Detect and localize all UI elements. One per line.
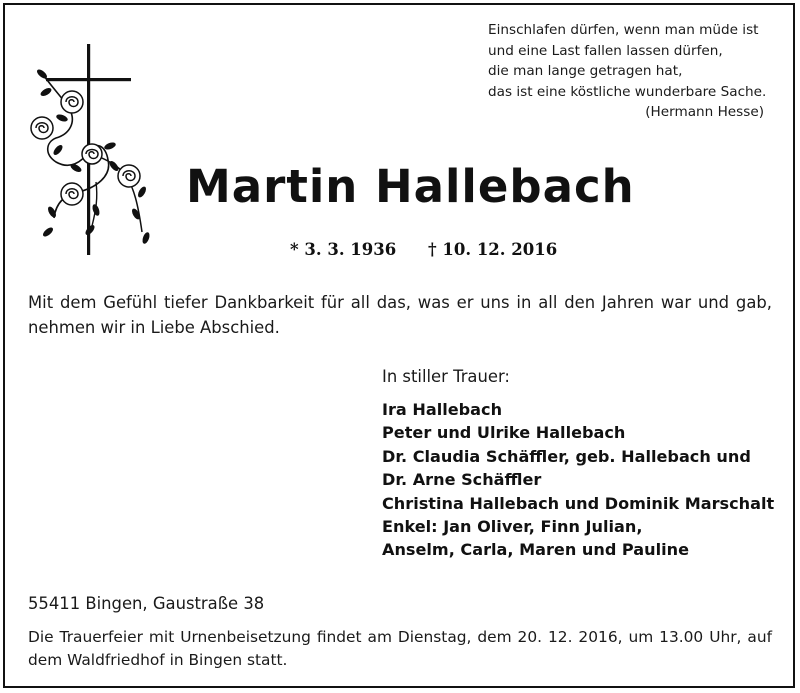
mourner-line: Ira Hallebach — [382, 400, 503, 419]
quote-line: Einschlafen dürfen, wenn man müde ist — [488, 22, 759, 38]
death-date: † 10. 12. 2016 — [428, 240, 558, 259]
mourning-label: In stiller Trauer: — [382, 367, 510, 386]
quote-author: (Hermann Hesse) — [645, 104, 764, 121]
quote-line: das ist eine köstliche wunderbare Sache. — [488, 83, 767, 100]
quote-line: die man lange getragen hat, — [488, 63, 683, 80]
birth-date: * 3. 3. 1936 — [290, 240, 397, 259]
intro-text: Mit dem Gefühl tiefer Dankbarkeit für all das, was er uns in all den Jahren war und gab, nehmen wir in Liebe Abschied. — [28, 293, 772, 337]
mourner-line: Dr. Claudia Schäffler, geb. Hallebach und — [382, 446, 751, 466]
quote-line: und eine Last fallen lassen dürfen, — [488, 42, 723, 59]
mourner-line: Christina Hallebach und Dominik Marschalt — [382, 493, 775, 513]
hesse-quote — [488, 20, 778, 123]
mourners-list — [382, 398, 774, 562]
mourner-line: Dr. Arne Schäffler — [382, 470, 542, 490]
family-address: 55411 Bingen, Gaustraße 38 — [28, 594, 265, 613]
life-dates — [290, 240, 557, 259]
ceremony-notice: Die Trauerfeier mit Urnenbeisetzung findet am Dienstag, dem 20. 12. 2016, um 13.00 Uhr, auf dem Waldfriedhof in Bingen statt. — [28, 628, 772, 669]
cross-with-roses-icon — [26, 42, 162, 257]
deceased-name: Martin Hallebach — [186, 160, 635, 213]
mourner-line: Peter und Ulrike Hallebach — [382, 423, 626, 443]
mourner-line: Anselm, Carla, Maren und Pauline — [382, 540, 690, 560]
mourner-line: Enkel: Jan Oliver, Finn Julian, — [382, 517, 643, 537]
